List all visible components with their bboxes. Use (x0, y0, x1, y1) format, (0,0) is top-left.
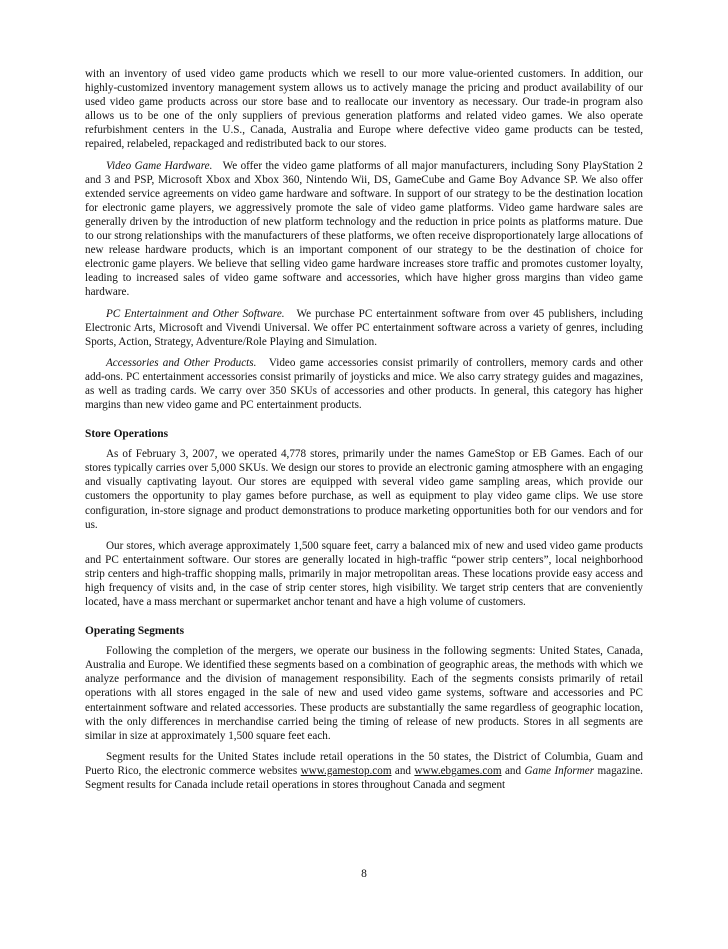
store-operations-heading: Store Operations (85, 428, 168, 441)
store-operations-text-2: Our stores, which average approximately 1,500 square feet, carry a balanced mix of new and used video game products and PC entertainment software. Our stores are generally located in high-traffic “power strip centers”, local neighborhood strip centers and high-traffic shopping malls, primarily in major metropolitan areas. These locations provide easy access and high frequency of visits and, in the case of strip center stores, high visibility. We target strip centers that are conveniently located, have a mass merchant or supermarket anchor tenant and have a high volume of customers. (85, 539, 643, 609)
hardware-paragraph (85, 159, 643, 300)
operating-segments-heading: Operating Segments (85, 625, 185, 638)
accessories-body: Video game accessories consist primarily of controllers, memory cards and other add-ons. PC entertainment accessories consist primarily of joysticks and mice. We also carry strategy guides and magazines, as well as trading cards. We carry over 350 SKUs of accessories and other products. In general, this category has higher margins than new video game and PC entertainment products. (85, 356, 644, 412)
segments-and-1: and (394, 764, 411, 777)
pc-software-paragraph (85, 307, 643, 349)
pc-software-lead: PC Entertainment and Other Software. (106, 307, 285, 320)
accessories-paragraph (85, 356, 643, 412)
store-operations-paragraph-2 (85, 539, 643, 609)
pc-software-body: We purchase PC entertainment software from over 45 publishers, including Electronic Arts, Microsoft and Vivendi Universal. We offer PC entertainment software across a variety of genres, including Sports, Action, Strategy, Adventure/Role Playing and Simulation. (85, 307, 643, 348)
intro-paragraph (85, 67, 643, 152)
segments-and-2: and (504, 764, 522, 777)
page-number: 8 (361, 868, 367, 880)
segments-text-part-2: magazine. Segment results for Canada include retail operations in stores throughout Canada and segment (85, 764, 643, 792)
operating-segments-paragraph-1 (85, 644, 643, 743)
store-operations-text-1: As of February 3, 2007, we operated 4,778 stores, primarily under the names GameStop or EB Games. Each of our stores typically carries over 5,000 SKUs. We design our stores to provide an electronic gaming atmosphere with an engaging and visually captivating layout. Our stores are equipped with several video game sampling areas, which provide our customers the opportunity to play games before purchase, as well as equipment to play video game clips. We use store configuration, in-store signage and product demonstrations to produce marketing opportunities both for our vendors and for us. (85, 448, 643, 531)
gamestop-website-link[interactable]: www.gamestop.com (300, 764, 392, 777)
intro-text: with an inventory of used video game products which we resell to our more value-oriented customers. In addition, our highly-customized inventory management system allows us to actively manage the pricing and product availability of our used video game products across our store base and to reallocate our inventory as necessary. Our trade-in program also allows us to be one of the only suppliers of previous generation platforms and related video games. We also operate refurbishment centers in the U.S., Canada, Australia and Europe where defective video game products can be tested, repaired, relabeled, repackaged and redistributed back to our stores. (85, 68, 643, 151)
ebgames-website-link[interactable]: www.ebgames.com (414, 764, 502, 777)
hardware-body: We offer the video game platforms of all major manufacturers, including Sony PlayStation 2 and 3 and PSP, Microsoft Xbox and Xbox 360, Nintendo Wii, DS, GameCube and Game Boy Advance SP. We also offer extended service agreements on video game hardware and software. In support of our strategy to be the destination location for electronic game players, we aggressively promote the sale of video game platforms. Video game hardware sales are generally driven by the introduction of new platform technology and the reduction in price points as platforms mature. Due to our strong relationships with the manufacturers of these platforms, we often receive disproportionately large allocations of new release hardware products, which is an important component of our strategy to be the destination of choice for electronic game players. We believe that selling video game hardware increases store traffic and promotes customer loyalty, leading to increased sales of video game software and accessories, which have higher gross margins than video game hardware. (85, 159, 643, 299)
operating-segments-text-1: Following the completion of the mergers, we operate our business in the following segments: United States, Canada, Australia and Europe. We identified these segments based on a combination of geographic areas, the methods with which we analyze performance and the division of management responsibility. Each of the segments consists primarily of retail operations with all stores engaged in the sale of new and used video game systems, software and accessories and PC entertainment software and related accessories. These products are substantially the same regardless of geographic location, with the only differences in merchandise carried being the timing of release of new products. Stores in all segments are similar in size at approximately 1,500 square feet each. (85, 645, 643, 742)
segments-text-part-1: Segment results for the United States include retail operations in the 50 states, the District of Columbia, Guam and Puerto Rico, the electronic commerce websites (85, 750, 643, 777)
document-page (85, 67, 643, 799)
store-operations-paragraph-1 (85, 447, 643, 532)
accessories-lead: Accessories and Other Products. (106, 356, 257, 369)
operating-segments-paragraph-2 (85, 750, 643, 792)
hardware-lead: Video Game Hardware. (106, 159, 213, 172)
game-informer-title: Game Informer (524, 764, 595, 777)
